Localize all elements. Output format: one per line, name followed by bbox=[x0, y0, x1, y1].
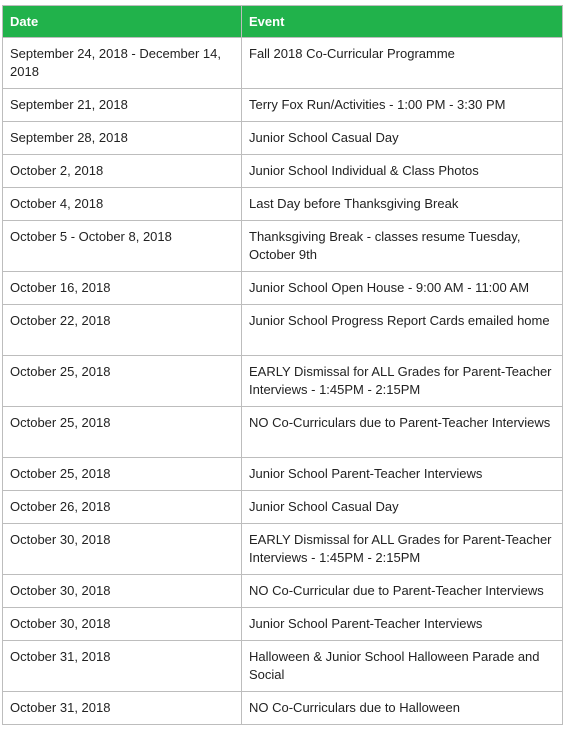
date-cell: October 26, 2018 bbox=[3, 491, 242, 524]
event-cell: Junior School Casual Day bbox=[242, 491, 563, 524]
table-row bbox=[3, 305, 563, 356]
date-column-header: Date bbox=[3, 6, 242, 38]
table-row bbox=[3, 692, 563, 725]
date-cell: September 21, 2018 bbox=[3, 89, 242, 122]
event-cell: Junior School Individual & Class Photos bbox=[242, 155, 563, 188]
table-row bbox=[3, 188, 563, 221]
event-cell: Junior School Parent-Teacher Interviews bbox=[242, 608, 563, 641]
table-row bbox=[3, 356, 563, 407]
table-row bbox=[3, 122, 563, 155]
event-cell: Last Day before Thanksgiving Break bbox=[242, 188, 563, 221]
table-row bbox=[3, 407, 563, 458]
event-cell: Junior School Progress Report Cards emailed home bbox=[242, 305, 563, 356]
event-cell: Junior School Casual Day bbox=[242, 122, 563, 155]
event-cell: EARLY Dismissal for ALL Grades for Parent-Teacher Interviews - 1:45PM - 2:15PM bbox=[242, 356, 563, 407]
event-cell: NO Co-Curricular due to Parent-Teacher Interviews bbox=[242, 575, 563, 608]
events-table-container bbox=[2, 5, 562, 725]
date-cell: October 25, 2018 bbox=[3, 458, 242, 491]
date-cell: September 24, 2018 - December 14, 2018 bbox=[3, 38, 242, 89]
event-cell: Fall 2018 Co-Curricular Programme bbox=[242, 38, 563, 89]
date-cell: October 22, 2018 bbox=[3, 305, 242, 356]
date-cell: October 31, 2018 bbox=[3, 692, 242, 725]
date-cell: October 2, 2018 bbox=[3, 155, 242, 188]
table-row bbox=[3, 524, 563, 575]
table-row bbox=[3, 155, 563, 188]
event-cell: NO Co-Curriculars due to Parent-Teacher Interviews bbox=[242, 407, 563, 458]
table-row bbox=[3, 221, 563, 272]
header-row bbox=[3, 6, 563, 38]
table-row bbox=[3, 89, 563, 122]
table-row bbox=[3, 38, 563, 89]
table-row bbox=[3, 491, 563, 524]
date-cell: October 25, 2018 bbox=[3, 407, 242, 458]
table-row bbox=[3, 608, 563, 641]
date-cell: October 5 - October 8, 2018 bbox=[3, 221, 242, 272]
table-row bbox=[3, 272, 563, 305]
event-cell: Thanksgiving Break - classes resume Tuesday, October 9th bbox=[242, 221, 563, 272]
date-cell: October 30, 2018 bbox=[3, 608, 242, 641]
events-table bbox=[2, 5, 563, 725]
date-cell: October 4, 2018 bbox=[3, 188, 242, 221]
table-row bbox=[3, 641, 563, 692]
table-header bbox=[3, 6, 563, 38]
event-cell: Junior School Parent-Teacher Interviews bbox=[242, 458, 563, 491]
event-cell: EARLY Dismissal for ALL Grades for Parent-Teacher Interviews - 1:45PM - 2:15PM bbox=[242, 524, 563, 575]
table-row bbox=[3, 575, 563, 608]
event-cell: Junior School Open House - 9:00 AM - 11:00 AM bbox=[242, 272, 563, 305]
event-cell: NO Co-Curriculars due to Halloween bbox=[242, 692, 563, 725]
event-cell: Halloween & Junior School Halloween Parade and Social bbox=[242, 641, 563, 692]
date-cell: October 16, 2018 bbox=[3, 272, 242, 305]
date-cell: October 30, 2018 bbox=[3, 575, 242, 608]
event-cell: Terry Fox Run/Activities - 1:00 PM - 3:30 PM bbox=[242, 89, 563, 122]
event-column-header: Event bbox=[242, 6, 563, 38]
date-cell: October 25, 2018 bbox=[3, 356, 242, 407]
table-body bbox=[3, 38, 563, 725]
table-row bbox=[3, 458, 563, 491]
date-cell: October 31, 2018 bbox=[3, 641, 242, 692]
date-cell: September 28, 2018 bbox=[3, 122, 242, 155]
date-cell: October 30, 2018 bbox=[3, 524, 242, 575]
